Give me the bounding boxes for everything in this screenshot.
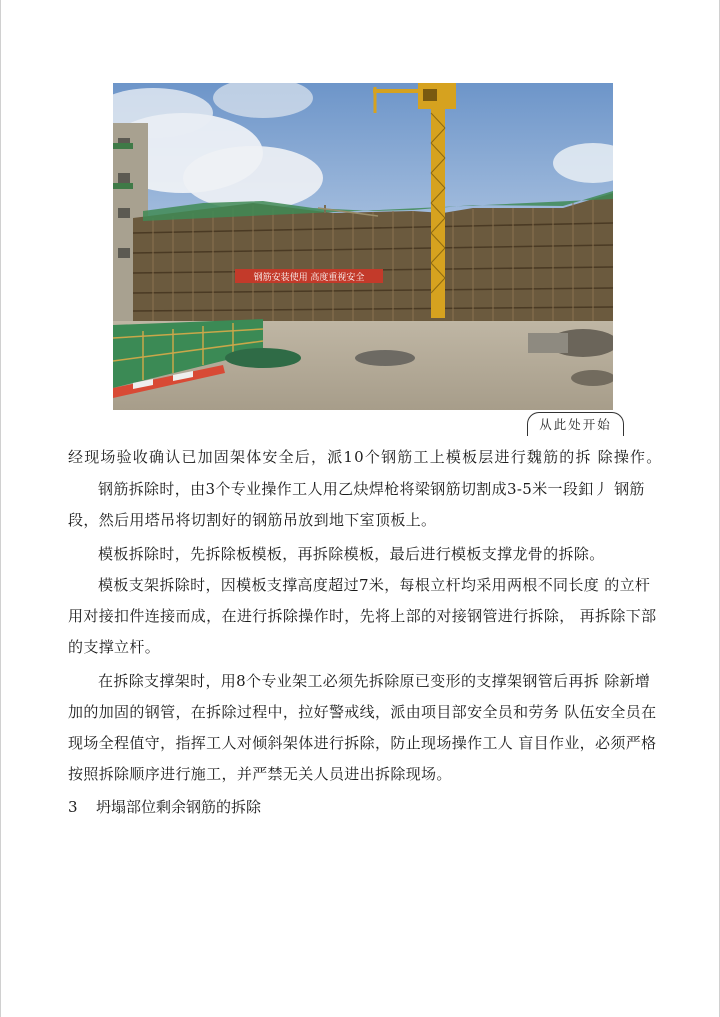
section-title: 坍塌部位剩余钢筋的拆除 xyxy=(96,798,262,816)
start-here-label: 从此处开始 xyxy=(539,417,612,432)
paragraph-1: 经现场验收确认已加固架体安全后，派10个钢筋工上模板层进行魏筋的拆 除操作。 xyxy=(68,448,663,466)
paragraph-5: 在拆除支撑架时，用8个专业架工必须先拆除原已变形的支撑架钢管后再拆 除新增加的加固的钢管，在拆除过程中，拉好警戒线，派由项目部安全员和劳务 队伍安全员在现场全程值守，指挥工人对倾斜架体进行拆除，防止现场操作工人 盲目作业，必须严格按照拆除顺序进行施工，并严禁无关人员进出拆除现场。 xyxy=(68,672,657,783)
paragraph-3: 模板拆除时，先拆除板模板，再拆除模板，最后进行模板支撑龙骨的拆除。 xyxy=(98,545,605,563)
construction-site-photo xyxy=(113,83,613,410)
start-here-tab[interactable] xyxy=(527,412,624,436)
section-number: 3 xyxy=(68,798,78,816)
banner-text: 钢筋安装使用 高度重视安全 xyxy=(253,273,365,283)
paragraph-2: 钢筋拆除时，由3个专业操作工人用乙炔焊枪将梁钢筋切割成3-5米一段釦丿 钢筋段，然后用塔吊将切割好的钢筋吊放到地下室顶板上。 xyxy=(68,480,645,529)
paragraph-4: 模板支架拆除时，因模板支撑高度超过7米，每根立杆均采用两根不同长度 的立杆用对接扣件连接而成，在进行拆除操作时，先将上部的对接钢管进行拆除， 再拆除下部的支撑立杆。 xyxy=(68,576,657,656)
section-heading xyxy=(68,792,261,823)
